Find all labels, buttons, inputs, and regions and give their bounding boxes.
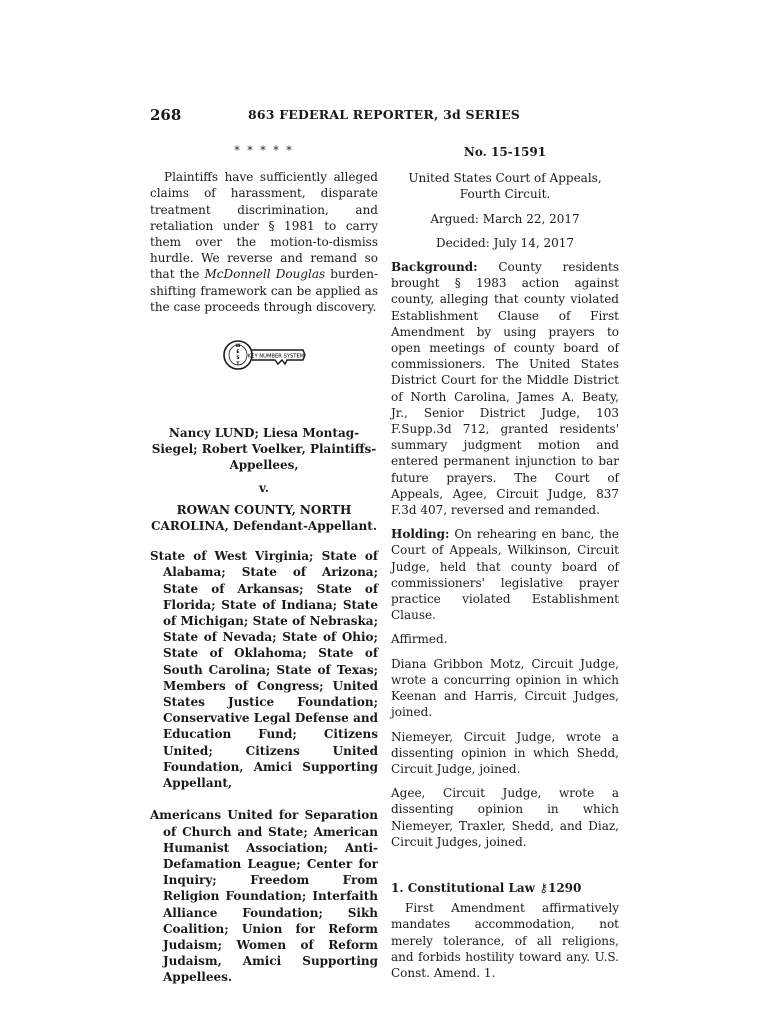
conclusion-paragraph (150, 169, 378, 315)
headnote-text: First Amendment affirmatively mandates accommodation, not merely tolerance, of all religions, and forbids hostility toward any. U.S. Const. Amend. 1. (391, 901, 619, 980)
plaintiffs-party: Nancy LUND; Liesa Montag-Siegel; Robert Voelker, Plaintiffs-Appellees, (151, 426, 377, 473)
logo-key-text: KEY NUMBER SYSTEM (247, 353, 305, 360)
background-text: County residents brought § 1983 action against county, alleging that county violated Establishment Clause of First Amendment by using prayers to open meetings of county board of commissioners. The United States District Court for the Middle District of North Carolina, James A. Beaty, Jr., Senior District Judge, 103 F.Supp.3d 712, granted residents' summary judgment motion and entered permanent injunction to bar future prayers. The Court of Appeals, Agee, Circuit Judge, 837 F.3d 407, reversed and remanded. (391, 260, 619, 518)
headnote-title (391, 880, 619, 896)
dissent-note-2: Agee, Circuit Judge, wrote a dissenting opinion in which Niemeyer, Traxler, Shedd, and Diaz, Circuit Judges, joined. (391, 786, 619, 849)
versus: v. (259, 480, 269, 495)
disposition: Affirmed. (391, 632, 448, 647)
conclusion-text-post: burden-shifting framework can be applied as the case proceeds through discovery. (150, 267, 379, 314)
headnote-key-number: 1290 (547, 880, 582, 895)
holding-label: Holding: (391, 527, 450, 542)
reporter-title: 863 FEDERAL REPORTER, 3d SERIES (247, 107, 521, 122)
left-column (150, 143, 378, 986)
logo-letter-w: W (235, 344, 241, 350)
conclusion-text-pre: Plaintiffs have sufficiently alleged claims of harassment, disparate treatment discrimination, and retaliation under § 1981 to carry them over the motion-to-dismiss hurdle. We reverse and remand so that the (150, 170, 378, 282)
amici-appellant: State of West Virginia; State of Alabama; State of Arizona; State of Arkansas; State of Florida; State of Indiana; State of Michigan; State of Nebraska; State of Nevada; State of Ohio; State of Oklahoma; State of South Carolina; State of Texas; Members of Congress; United States Justice Foundation; Conservative Legal Defense and Education Fund; Citizens United; Citizens United Foundation, Amici Supporting Appellant, (150, 549, 378, 791)
page-number: 268 (150, 106, 182, 124)
concurrence-note: Diana Gribbon Motz, Circuit Judge, wrote a concurring opinion in which Keenan and Harris, Circuit Judges, joined. (391, 656, 619, 720)
right-column (391, 143, 619, 981)
headnote-topic: 1. Constitutional Law (391, 880, 535, 895)
defendant-party: ROWAN COUNTY, NORTH CAROLINA, Defendant-Appellant. (150, 502, 377, 534)
key-number-icon: ⚷ (539, 880, 548, 895)
background-label: Background: (391, 260, 478, 275)
case-name-italic: McDonnell Douglas (204, 267, 326, 282)
key-icon (221, 337, 307, 373)
docket-number: No. 15-1591 (463, 145, 547, 159)
logo-letter-t: T (236, 362, 240, 368)
court-name: United States Court of Appeals, Fourth Circuit. (408, 171, 602, 202)
holding-paragraph (391, 526, 619, 623)
key-number-logo (150, 337, 378, 373)
argued-date: Argued: March 22, 2017 (430, 211, 580, 226)
case-caption (150, 425, 378, 534)
amici-appellees: Americans United for Separation of Church and State; American Humanist Association; Anti-Defamation League; Center for Inquiry; Freedom From Religion Foundation; Interfaith Alliance Foundation; Sikh Coalition; Union for Reform Judaism; Women of Reform Judaism, Amici Supporting Appellees. (150, 808, 378, 985)
logo-letter-s: S (236, 356, 240, 362)
running-head (150, 106, 618, 128)
holding-text: On rehearing en banc, the Court of Appeals, Wilkinson, Circuit Judge, held that county board of commissioners' legislative prayer practice violated Establishment Clause. (391, 527, 619, 623)
background-paragraph (391, 259, 619, 518)
section-break-stars: * * * * * (234, 144, 294, 157)
decided-date: Decided: July 14, 2017 (435, 235, 574, 250)
dissent-note-1: Niemeyer, Circuit Judge, wrote a dissenting opinion in which Shedd, Circuit Judge, joined. (391, 729, 619, 776)
logo-letter-e: E (236, 350, 240, 356)
